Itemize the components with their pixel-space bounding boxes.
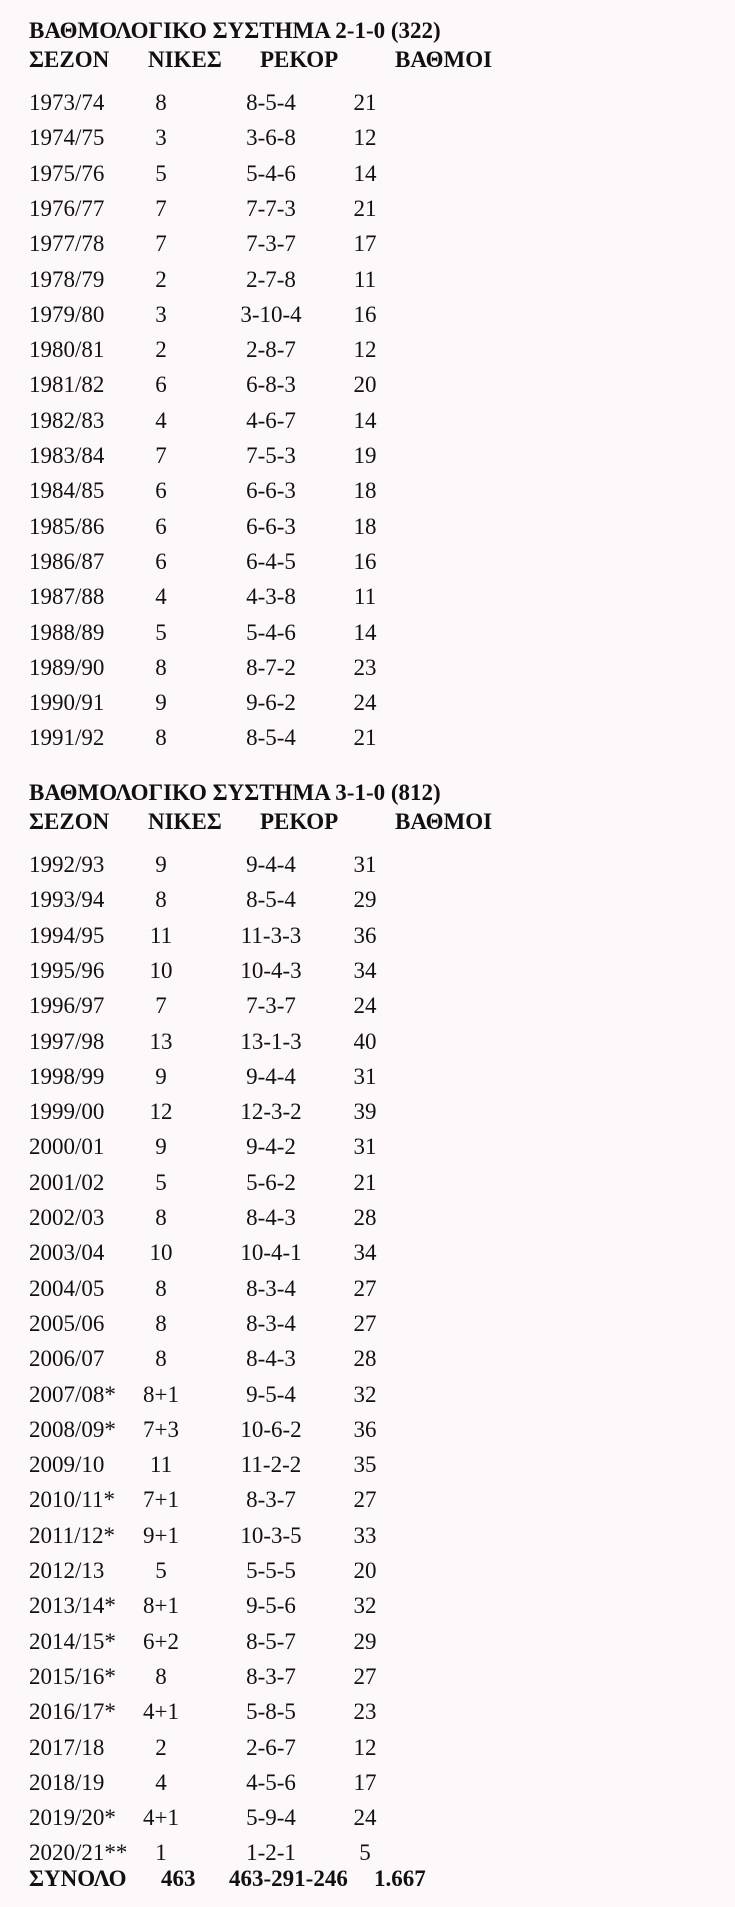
total-record: 463-291-246 (229, 1866, 348, 1891)
record-cell: 7-3-7 (246, 231, 296, 257)
season-cell: 2010/11* (29, 1487, 116, 1513)
record-cell: 9-4-2 (246, 1134, 296, 1160)
points-cell: 32 (353, 1593, 377, 1619)
points-cell: 32 (353, 1381, 377, 1407)
record-cell: 6-6-3 (246, 478, 296, 504)
wins-cell: 9 (155, 852, 167, 877)
table-row (29, 1342, 719, 1376)
table-row (29, 1378, 719, 1412)
points-cell: 12 (353, 337, 377, 363)
wins-cell: 7 (155, 231, 167, 257)
points-cell: 12 (353, 125, 377, 151)
table-row (29, 580, 719, 614)
points-cell: 27 (353, 1310, 377, 1336)
record-cell: 4-3-8 (246, 584, 296, 610)
record-cell: 9-4-4 (246, 852, 296, 877)
wins-cell: 7+1 (143, 1487, 179, 1513)
record-cell: 13-1-3 (240, 1028, 302, 1054)
points-cell: 12 (353, 1734, 377, 1760)
table-row (29, 439, 719, 473)
points-cell: 28 (353, 1205, 377, 1230)
points-cell: 27 (353, 1487, 377, 1513)
points-cell: 14 (353, 407, 377, 433)
table-row (29, 510, 719, 544)
header-record: ΡΕΚΟΡ (260, 809, 339, 834)
wins-cell: 3 (155, 301, 167, 327)
season-cell: 1979/80 (29, 301, 105, 327)
season-cell: 1987/88 (29, 584, 105, 610)
season-cell: 2003/04 (29, 1240, 105, 1266)
wins-cell: 2 (155, 266, 167, 292)
season-cell: 1988/89 (29, 619, 105, 645)
wins-cell: 4+1 (143, 1805, 179, 1831)
record-cell: 5-4-6 (246, 619, 296, 645)
points-cell: 5 (359, 1840, 371, 1866)
points-cell: 27 (353, 1275, 377, 1301)
wins-cell: 5 (155, 160, 167, 186)
table-row (29, 1589, 719, 1623)
table-row (29, 919, 719, 953)
header-points: ΒΑΘΜΟΙ (395, 47, 493, 72)
points-cell: 18 (353, 513, 377, 539)
table-row (29, 989, 719, 1023)
table-row (29, 1625, 719, 1659)
points-cell: 34 (353, 957, 377, 983)
season-cell: 1983/84 (29, 443, 105, 468)
header-points: ΒΑΘΜΟΙ (395, 809, 493, 834)
season-cell: 2015/16* (29, 1663, 116, 1689)
table-header-row (29, 43, 719, 77)
wins-cell: 9 (155, 1134, 167, 1160)
wins-cell: 6 (155, 548, 167, 574)
points-cell: 33 (353, 1522, 377, 1548)
record-cell: 5-4-6 (246, 160, 296, 186)
header-wins: ΝΙΚΕΣ (148, 47, 222, 72)
table-row (29, 1731, 719, 1765)
table-row (29, 1413, 719, 1447)
season-cell: 1993/94 (29, 887, 105, 913)
record-cell: 11-2-2 (240, 1452, 302, 1478)
table-row (29, 616, 719, 650)
record-cell: 5-5-5 (246, 1558, 296, 1583)
wins-cell: 4 (155, 584, 167, 610)
wins-cell: 8 (155, 654, 167, 680)
wins-cell: 8 (155, 1275, 167, 1301)
points-cell: 16 (353, 548, 377, 574)
season-cell: 1977/78 (29, 231, 105, 257)
table-row (29, 1166, 719, 1200)
wins-cell: 6 (155, 513, 167, 539)
season-cell: 1996/97 (29, 993, 105, 1019)
season-cell: 1973/74 (29, 90, 105, 115)
table-row (29, 686, 719, 720)
record-cell: 2-8-7 (246, 337, 296, 363)
wins-cell: 8 (155, 1205, 167, 1230)
record-cell: 8-5-4 (246, 90, 296, 115)
season-cell: 1994/95 (29, 922, 105, 948)
wins-cell: 11 (149, 1452, 173, 1478)
wins-cell: 2 (155, 1734, 167, 1760)
record-cell: 6-8-3 (246, 372, 296, 398)
season-cell: 2019/20* (29, 1805, 116, 1831)
record-cell: 9-5-4 (246, 1381, 296, 1407)
table-row (29, 1201, 719, 1235)
season-cell: 1975/76 (29, 160, 105, 186)
wins-cell: 8 (155, 887, 167, 913)
record-cell: 2-7-8 (246, 266, 296, 292)
season-cell: 1999/00 (29, 1099, 105, 1125)
points-cell: 24 (353, 1805, 377, 1831)
wins-cell: 10 (149, 957, 173, 983)
table-row (29, 1519, 719, 1553)
wins-cell: 9 (155, 690, 167, 716)
season-cell: 2018/19 (29, 1769, 105, 1795)
table-row (29, 86, 719, 120)
wins-cell: 11 (149, 922, 173, 948)
record-cell: 7-5-3 (246, 443, 296, 468)
table-row (29, 954, 719, 988)
table-header-row (29, 805, 719, 839)
points-cell: 31 (353, 852, 377, 877)
wins-cell: 6+2 (143, 1628, 179, 1654)
record-cell: 10-4-3 (240, 957, 302, 983)
record-cell: 8-5-7 (246, 1628, 296, 1654)
record-cell: 3-6-8 (246, 125, 296, 151)
wins-cell: 8+1 (143, 1593, 179, 1619)
header-wins: ΝΙΚΕΣ (148, 809, 222, 834)
points-cell: 16 (353, 301, 377, 327)
record-cell: 8-3-4 (246, 1275, 296, 1301)
table-row (29, 263, 719, 297)
record-cell: 8-7-2 (246, 654, 296, 680)
points-cell: 14 (353, 160, 377, 186)
header-record: ΡΕΚΟΡ (260, 47, 339, 72)
record-cell: 5-9-4 (246, 1805, 296, 1831)
record-cell: 8-3-7 (246, 1663, 296, 1689)
points-cell: 20 (353, 372, 377, 398)
record-cell: 3-10-4 (240, 301, 302, 327)
record-cell: 11-3-3 (240, 922, 302, 948)
wins-cell: 8 (155, 1346, 167, 1372)
table-row (29, 883, 719, 917)
points-cell: 11 (353, 584, 377, 610)
table-row (29, 333, 719, 367)
wins-cell: 4 (155, 1769, 167, 1795)
season-cell: 1986/87 (29, 548, 105, 574)
record-cell: 9-6-2 (246, 690, 296, 716)
points-cell: 34 (353, 1240, 377, 1266)
table-row (29, 651, 719, 685)
table-row (29, 1307, 719, 1341)
table-row (29, 121, 719, 155)
wins-cell: 13 (149, 1028, 173, 1054)
table-row (29, 227, 719, 261)
record-cell: 6-6-3 (246, 513, 296, 539)
season-cell: 1989/90 (29, 654, 105, 680)
season-cell: 1984/85 (29, 478, 105, 504)
season-cell: 1976/77 (29, 195, 105, 221)
record-cell: 12-3-2 (240, 1099, 302, 1125)
table-row (29, 1236, 719, 1270)
season-cell: 2004/05 (29, 1275, 105, 1301)
wins-cell: 10 (149, 1240, 173, 1266)
record-cell: 9-4-4 (246, 1063, 296, 1089)
wins-cell: 8 (155, 1663, 167, 1689)
season-cell: 2000/01 (29, 1134, 105, 1160)
record-cell: 8-5-4 (246, 725, 296, 751)
season-cell: 1992/93 (29, 852, 105, 877)
points-cell: 23 (353, 654, 377, 680)
season-cell: 2013/14* (29, 1593, 116, 1619)
table-row (29, 545, 719, 579)
record-cell: 10-6-2 (240, 1416, 302, 1442)
points-cell: 31 (353, 1063, 377, 1089)
total-points: 1.667 (374, 1866, 426, 1891)
record-cell: 4-6-7 (246, 407, 296, 433)
table-row (29, 1060, 719, 1094)
wins-cell: 8 (155, 1310, 167, 1336)
wins-cell: 4 (155, 407, 167, 433)
table-row (29, 368, 719, 402)
table-row (29, 721, 719, 755)
wins-cell: 6 (155, 478, 167, 504)
record-cell: 8-3-4 (246, 1310, 296, 1336)
season-cell: 1990/91 (29, 690, 105, 716)
wins-cell: 6 (155, 372, 167, 398)
points-cell: 35 (353, 1452, 377, 1478)
season-cell: 1995/96 (29, 957, 105, 983)
table-row (29, 1554, 719, 1588)
season-cell: 2007/08* (29, 1381, 116, 1407)
season-cell: 2014/15* (29, 1628, 116, 1654)
points-cell: 29 (353, 1628, 377, 1654)
record-cell: 2-6-7 (246, 1734, 296, 1760)
total-wins: 463 (161, 1866, 196, 1891)
wins-cell: 2 (155, 337, 167, 363)
table-row (29, 1095, 719, 1129)
record-cell: 5-6-2 (246, 1169, 296, 1195)
season-cell: 2016/17* (29, 1699, 116, 1725)
points-cell: 24 (353, 690, 377, 716)
record-cell: 8-5-4 (246, 887, 296, 913)
wins-cell: 12 (149, 1099, 173, 1125)
wins-cell: 5 (155, 1558, 167, 1583)
section-title: ΒΑΘΜΟΛΟΓΙΚΟ ΣΥΣΤΗΜΑ 2-1-0 (322) (29, 18, 441, 43)
season-cell: 1998/99 (29, 1063, 105, 1089)
points-cell: 19 (353, 443, 377, 468)
points-cell: 31 (353, 1134, 377, 1160)
season-cell: 1985/86 (29, 513, 105, 539)
table-row (29, 157, 719, 191)
record-cell: 8-3-7 (246, 1487, 296, 1513)
points-cell: 27 (353, 1663, 377, 1689)
record-cell: 9-5-6 (246, 1593, 296, 1619)
table-row (29, 1660, 719, 1694)
table-row (29, 848, 719, 882)
points-cell: 28 (353, 1346, 377, 1372)
points-cell: 21 (353, 195, 377, 221)
record-cell: 6-4-5 (246, 548, 296, 574)
season-cell: 2005/06 (29, 1310, 105, 1336)
season-cell: 2012/13 (29, 1558, 105, 1583)
points-cell: 21 (353, 1169, 377, 1195)
record-cell: 7-7-3 (246, 195, 296, 221)
points-cell: 23 (353, 1699, 377, 1725)
header-season: ΣΕΖΟΝ (29, 809, 110, 834)
points-cell: 29 (353, 887, 377, 913)
season-cell: 1974/75 (29, 125, 105, 151)
wins-cell: 8 (155, 725, 167, 751)
points-cell: 18 (353, 478, 377, 504)
season-cell: 2008/09* (29, 1416, 116, 1442)
season-cell: 2020/21** (29, 1840, 128, 1866)
section-title: ΒΑΘΜΟΛΟΓΙΚΟ ΣΥΣΤΗΜΑ 3-1-0 (812) (29, 780, 441, 805)
wins-cell: 5 (155, 619, 167, 645)
points-cell: 21 (353, 725, 377, 751)
table-row (29, 474, 719, 508)
season-cell: 1981/82 (29, 372, 105, 398)
points-cell: 17 (353, 231, 377, 257)
wins-cell: 7 (155, 443, 167, 468)
points-cell: 24 (353, 993, 377, 1019)
table-row (29, 1483, 719, 1517)
table-row (29, 1766, 719, 1800)
wins-cell: 7 (155, 993, 167, 1019)
record-cell: 7-3-7 (246, 993, 296, 1019)
wins-cell: 7 (155, 195, 167, 221)
record-cell: 4-5-6 (246, 1769, 296, 1795)
season-cell: 2017/18 (29, 1734, 105, 1760)
header-season: ΣΕΖΟΝ (29, 47, 110, 72)
wins-cell: 8 (155, 90, 167, 115)
wins-cell: 9 (155, 1063, 167, 1089)
record-cell: 1-2-1 (246, 1840, 296, 1866)
season-cell: 1980/81 (29, 337, 105, 363)
table-row (29, 1801, 719, 1835)
season-cell: 2001/02 (29, 1169, 105, 1195)
wins-cell: 8+1 (143, 1381, 179, 1407)
table-row (29, 404, 719, 438)
points-cell: 36 (353, 1416, 377, 1442)
table-row (29, 298, 719, 332)
wins-cell: 4+1 (143, 1699, 179, 1725)
points-cell: 36 (353, 922, 377, 948)
table-row (29, 1025, 719, 1059)
record-cell: 5-8-5 (246, 1699, 296, 1725)
table-row (29, 1695, 719, 1729)
season-cell: 1982/83 (29, 407, 105, 433)
record-cell: 8-4-3 (246, 1205, 296, 1230)
wins-cell: 7+3 (143, 1416, 179, 1442)
total-row (29, 1862, 719, 1896)
points-cell: 14 (353, 619, 377, 645)
points-cell: 40 (353, 1028, 377, 1054)
points-cell: 17 (353, 1769, 377, 1795)
table-row (29, 192, 719, 226)
total-label: ΣΥΝΟΛΟ (29, 1866, 127, 1891)
wins-cell: 9+1 (143, 1522, 179, 1548)
table-row (29, 1272, 719, 1306)
season-cell: 2009/10 (29, 1452, 105, 1478)
season-cell: 2002/03 (29, 1205, 105, 1230)
season-cell: 1997/98 (29, 1028, 105, 1054)
points-cell: 20 (353, 1558, 377, 1583)
points-cell: 39 (353, 1099, 377, 1125)
season-cell: 1978/79 (29, 266, 105, 292)
season-cell: 2011/12* (29, 1522, 116, 1548)
record-cell: 8-4-3 (246, 1346, 296, 1372)
table-row (29, 1130, 719, 1164)
season-cell: 2006/07 (29, 1346, 105, 1372)
record-cell: 10-3-5 (240, 1522, 302, 1548)
season-cell: 1991/92 (29, 725, 105, 751)
wins-cell: 1 (155, 1840, 167, 1866)
wins-cell: 3 (155, 125, 167, 151)
wins-cell: 5 (155, 1169, 167, 1195)
points-cell: 21 (353, 90, 377, 115)
table-row (29, 1448, 719, 1482)
record-cell: 10-4-1 (240, 1240, 302, 1266)
points-cell: 11 (353, 266, 377, 292)
